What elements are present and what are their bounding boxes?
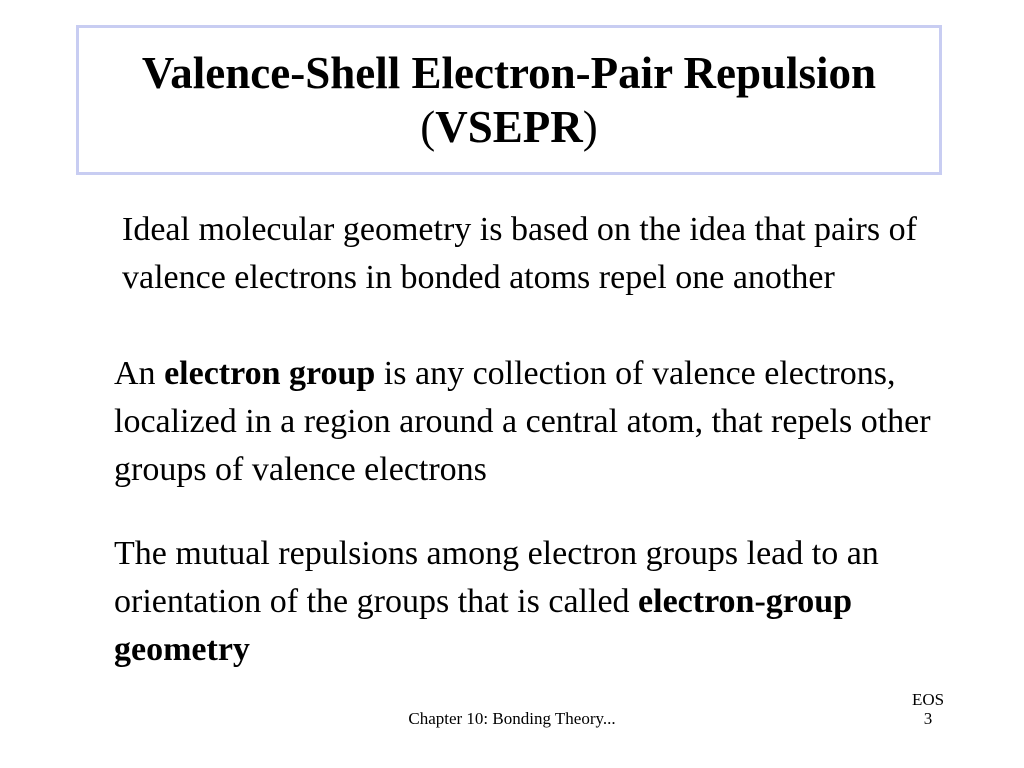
paragraph-mutual-repulsions-lead: The mutual repulsions among electron groups lead to an orientation of the groups that is called — [114, 535, 879, 620]
slide-title-line2 — [79, 100, 939, 154]
slide-title-box — [76, 25, 942, 175]
footer-page-number: 3 — [923, 709, 933, 728]
paragraph-electron-group — [114, 350, 954, 494]
footer-page-info — [890, 690, 966, 728]
title-paren-open: ( — [420, 102, 436, 152]
paragraph-mutual-repulsions — [114, 530, 954, 674]
paragraph-electron-group-lead: An — [114, 355, 165, 392]
title-acronym: VSEPR — [435, 102, 583, 152]
paragraph-ideal-geometry: Ideal molecular geometry is based on the idea that pairs of valence electrons in bonded atoms repel one another — [122, 211, 917, 296]
footer-eos-mark: EOS — [911, 690, 945, 709]
paragraph-electron-group-rest: is any collection of valence electrons, localized in a region around a central atom, that repels other groups of valence electrons — [114, 355, 931, 488]
title-paren-close: ) — [582, 102, 598, 152]
footer-chapter: Chapter 10: Bonding Theory... — [408, 709, 616, 728]
term-electron-group-geometry: electron-group geometry — [114, 583, 853, 668]
slide-title-line1: Valence-Shell Electron-Pair Repulsion — [141, 48, 877, 98]
term-electron-group: electron group — [164, 355, 376, 392]
